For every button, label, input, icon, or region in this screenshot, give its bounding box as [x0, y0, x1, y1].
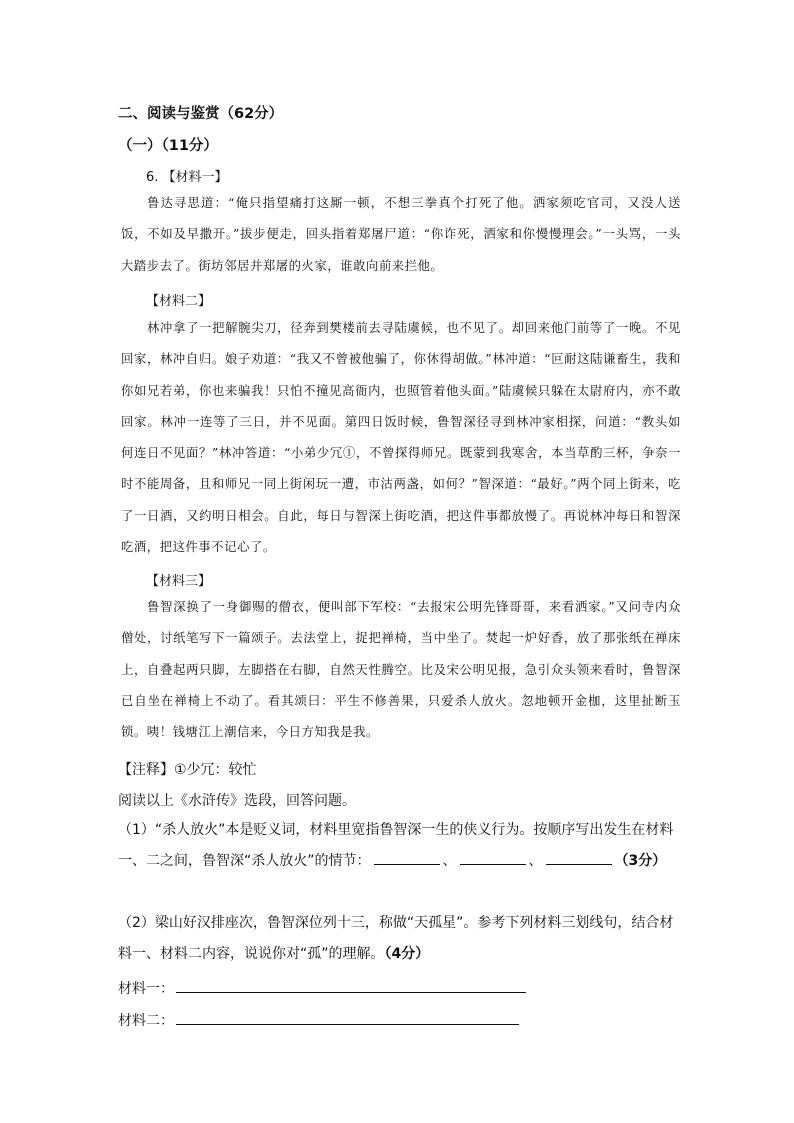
question-1-text: （1）“杀人放火”本是贬义词，材料里宽指鲁智深一生的侠义行为。按顺序写出发生在材料一、二之间，鲁智深“杀人放火”的情节：	[118, 822, 674, 869]
question-2-text: （2）梁山好汉排座次，鲁智深位列十三，称做“天孤星”。参考下列材料三划线句，结合材料一、材料二内容，说说你对“孤”的理解。	[118, 915, 674, 962]
material3-text: 鲁智深换了一身御赐的僧衣，便叫部下军校：“去报宋公明先锋哥哥，来看洒家。”又问寺内众僧处，讨纸笔写下一篇颂子。去法堂上，捉把禅椅，当中坐了。焚起一炉好香，放了那张纸在禅床上，自叠起两只脚，左脚搭在右脚，自然天性腾空。比及宋公明见报，急引众头领来看时，鲁智深已自坐在禅椅上不动了。看其颂曰：平生不修善果，只爱杀人放火。忽地顿开金枷，这里扯断玉锁。咦！钱塘江上潮信来，今日方知我是我。	[121, 600, 681, 740]
section-subtitle: （一）（11分）	[118, 138, 218, 154]
answer-input-2[interactable]	[176, 1010, 519, 1025]
instruction: 阅读以上《水浒传》选段，回答问题。	[118, 793, 356, 809]
material3-label: 【材料三】	[146, 574, 212, 589]
answer-blank-2[interactable]	[460, 850, 526, 865]
question-2-score: （4分）	[384, 946, 430, 962]
answer-blank-3[interactable]	[546, 850, 612, 865]
section-title: 二、阅读与鉴赏（62分）	[118, 106, 284, 122]
answer-label-2: 材料二：	[118, 1013, 174, 1029]
blank-separator-1: 、	[442, 853, 457, 869]
annotation-note: 【注释】①少冗：较忙	[118, 762, 257, 778]
question-2	[118, 908, 683, 970]
material2-label: 【材料二】	[146, 294, 212, 309]
answer-line-material2	[118, 1010, 519, 1030]
answer-line-material1	[118, 978, 526, 998]
material1-text: 鲁达寻思道：“俺只指望痛打这厮一顿，不想三拳真个打死了他。洒家须吃官司，又没人送饭，不如及早撒开。”拔步便走，回头指着郑屠尸道：“你诈死，洒家和你慢慢理会。”一头骂，一头大踏步去了。街坊邻居并郑屠的火家，谁敢向前来拦他。	[121, 196, 681, 273]
answer-label-1: 材料一：	[118, 981, 174, 997]
question-1-score: （3分）	[614, 853, 667, 869]
answer-input-1[interactable]	[176, 978, 526, 993]
question-1	[118, 815, 683, 877]
blank-separator-2: 、	[528, 853, 543, 869]
answer-blank-1[interactable]	[374, 850, 440, 865]
material2-text: 林冲拿了一把解腕尖刀，径奔到樊楼前去寻陆虞候，也不见了。却回来他门前等了一晚。不见回家，林冲自归。娘子劝道：“我又不曾被他骗了，你休得胡做。”林冲道：“叵耐这陆谦畜生，我和你如兄若弟，你也来骗我！只怕不撞见高衙内，也照管着他头面。”陆虞候只躲在太尉府内，亦不敢回家。林冲一连等了三日，并不见面。第四日饭时候，鲁智深径寻到林冲家相探，问道：“教头如何连日不见面？”林冲答道：“小弟少冗①，不曾探得师兄。既蒙到我寒舍，本当草酌三杯，争奈一时不能周备，且和师兄一同上街闲玩一遭，市沽两盏，如何？”智深道：“最好。”两个同上街来，吃了一日酒，又约明日相会。自此，每日与智深上街吃酒，把这件事都放慢了。再说林冲每日和智深吃酒，把这件事不记心了。	[121, 321, 681, 555]
material1-label: 6. 【材料一】	[146, 170, 228, 185]
